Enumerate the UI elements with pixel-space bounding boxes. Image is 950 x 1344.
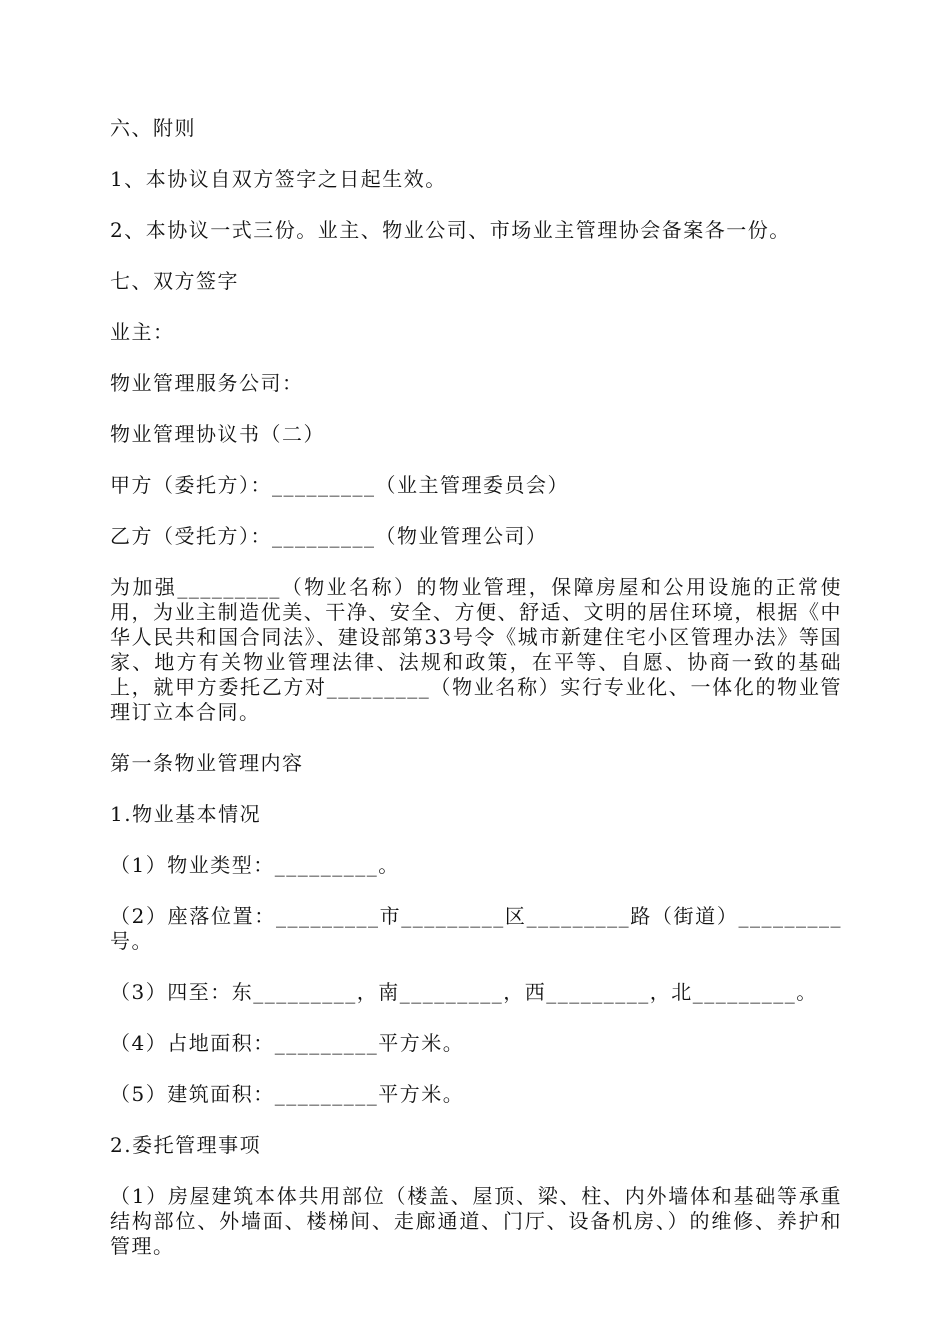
document-page xyxy=(110,116,842,1285)
clause-effective-date: 1、本协议自双方签字之日起生效。 xyxy=(110,167,447,191)
item-land-area: （4）占地面积：_________平方米。 xyxy=(110,1031,465,1055)
clause-copies: 2、本协议一式三份。业主、物业公司、市场业主管理协会备案各一份。 xyxy=(110,218,791,242)
document-title: 物业管理协议书（二） xyxy=(110,422,325,446)
item-shared-parts: （1）房屋建筑本体共用部位（楼盖、屋顶、梁、柱、内外墙体和基础等承重结构部位、外墙面、楼梯间、走廊通道、门厅、设备机房、）的维修、养护和管理。 xyxy=(110,1184,842,1258)
subsection-entrusted-matters: 2.委托管理事项 xyxy=(110,1133,262,1157)
section-heading-appendix: 六、附则 xyxy=(110,116,196,140)
signature-company: 物业管理服务公司： xyxy=(110,371,304,395)
article-one-heading: 第一条物业管理内容 xyxy=(110,751,304,775)
party-a-line: 甲方（委托方）：_________（业主管理委员会） xyxy=(110,473,569,497)
signature-owner: 业主： xyxy=(110,320,175,344)
party-b-line: 乙方（受托方）：_________（物业管理公司） xyxy=(110,524,548,548)
item-location: （2）座落位置：_________市_________区_________路（街道）_________号。 xyxy=(110,904,842,953)
item-property-type: （1）物业类型：_________。 xyxy=(110,853,400,877)
item-building-area: （5）建筑面积：_________平方米。 xyxy=(110,1082,465,1106)
preamble-paragraph: 为加强_________（物业名称）的物业管理，保障房屋和公用设施的正常使用，为业主制造优美、干净、安全、方便、舒适、文明的居住环境，根据《中华人民共和国合同法》、建设部第33号令《城市新建住宅小区管理办法》等国家、地方有关物业管理法律、法规和政策，在平等、自愿、协商一致的基础上，就甲方委托乙方对_________（物业名称）实行专业化、一体化的物业管理订立本合同。 xyxy=(110,575,842,724)
item-boundaries: （3）四至：东_________，南_________，西_________，北_________。 xyxy=(110,980,818,1004)
subsection-basic-info: 1.物业基本情况 xyxy=(110,802,262,826)
section-heading-signatures: 七、双方签字 xyxy=(110,269,239,293)
